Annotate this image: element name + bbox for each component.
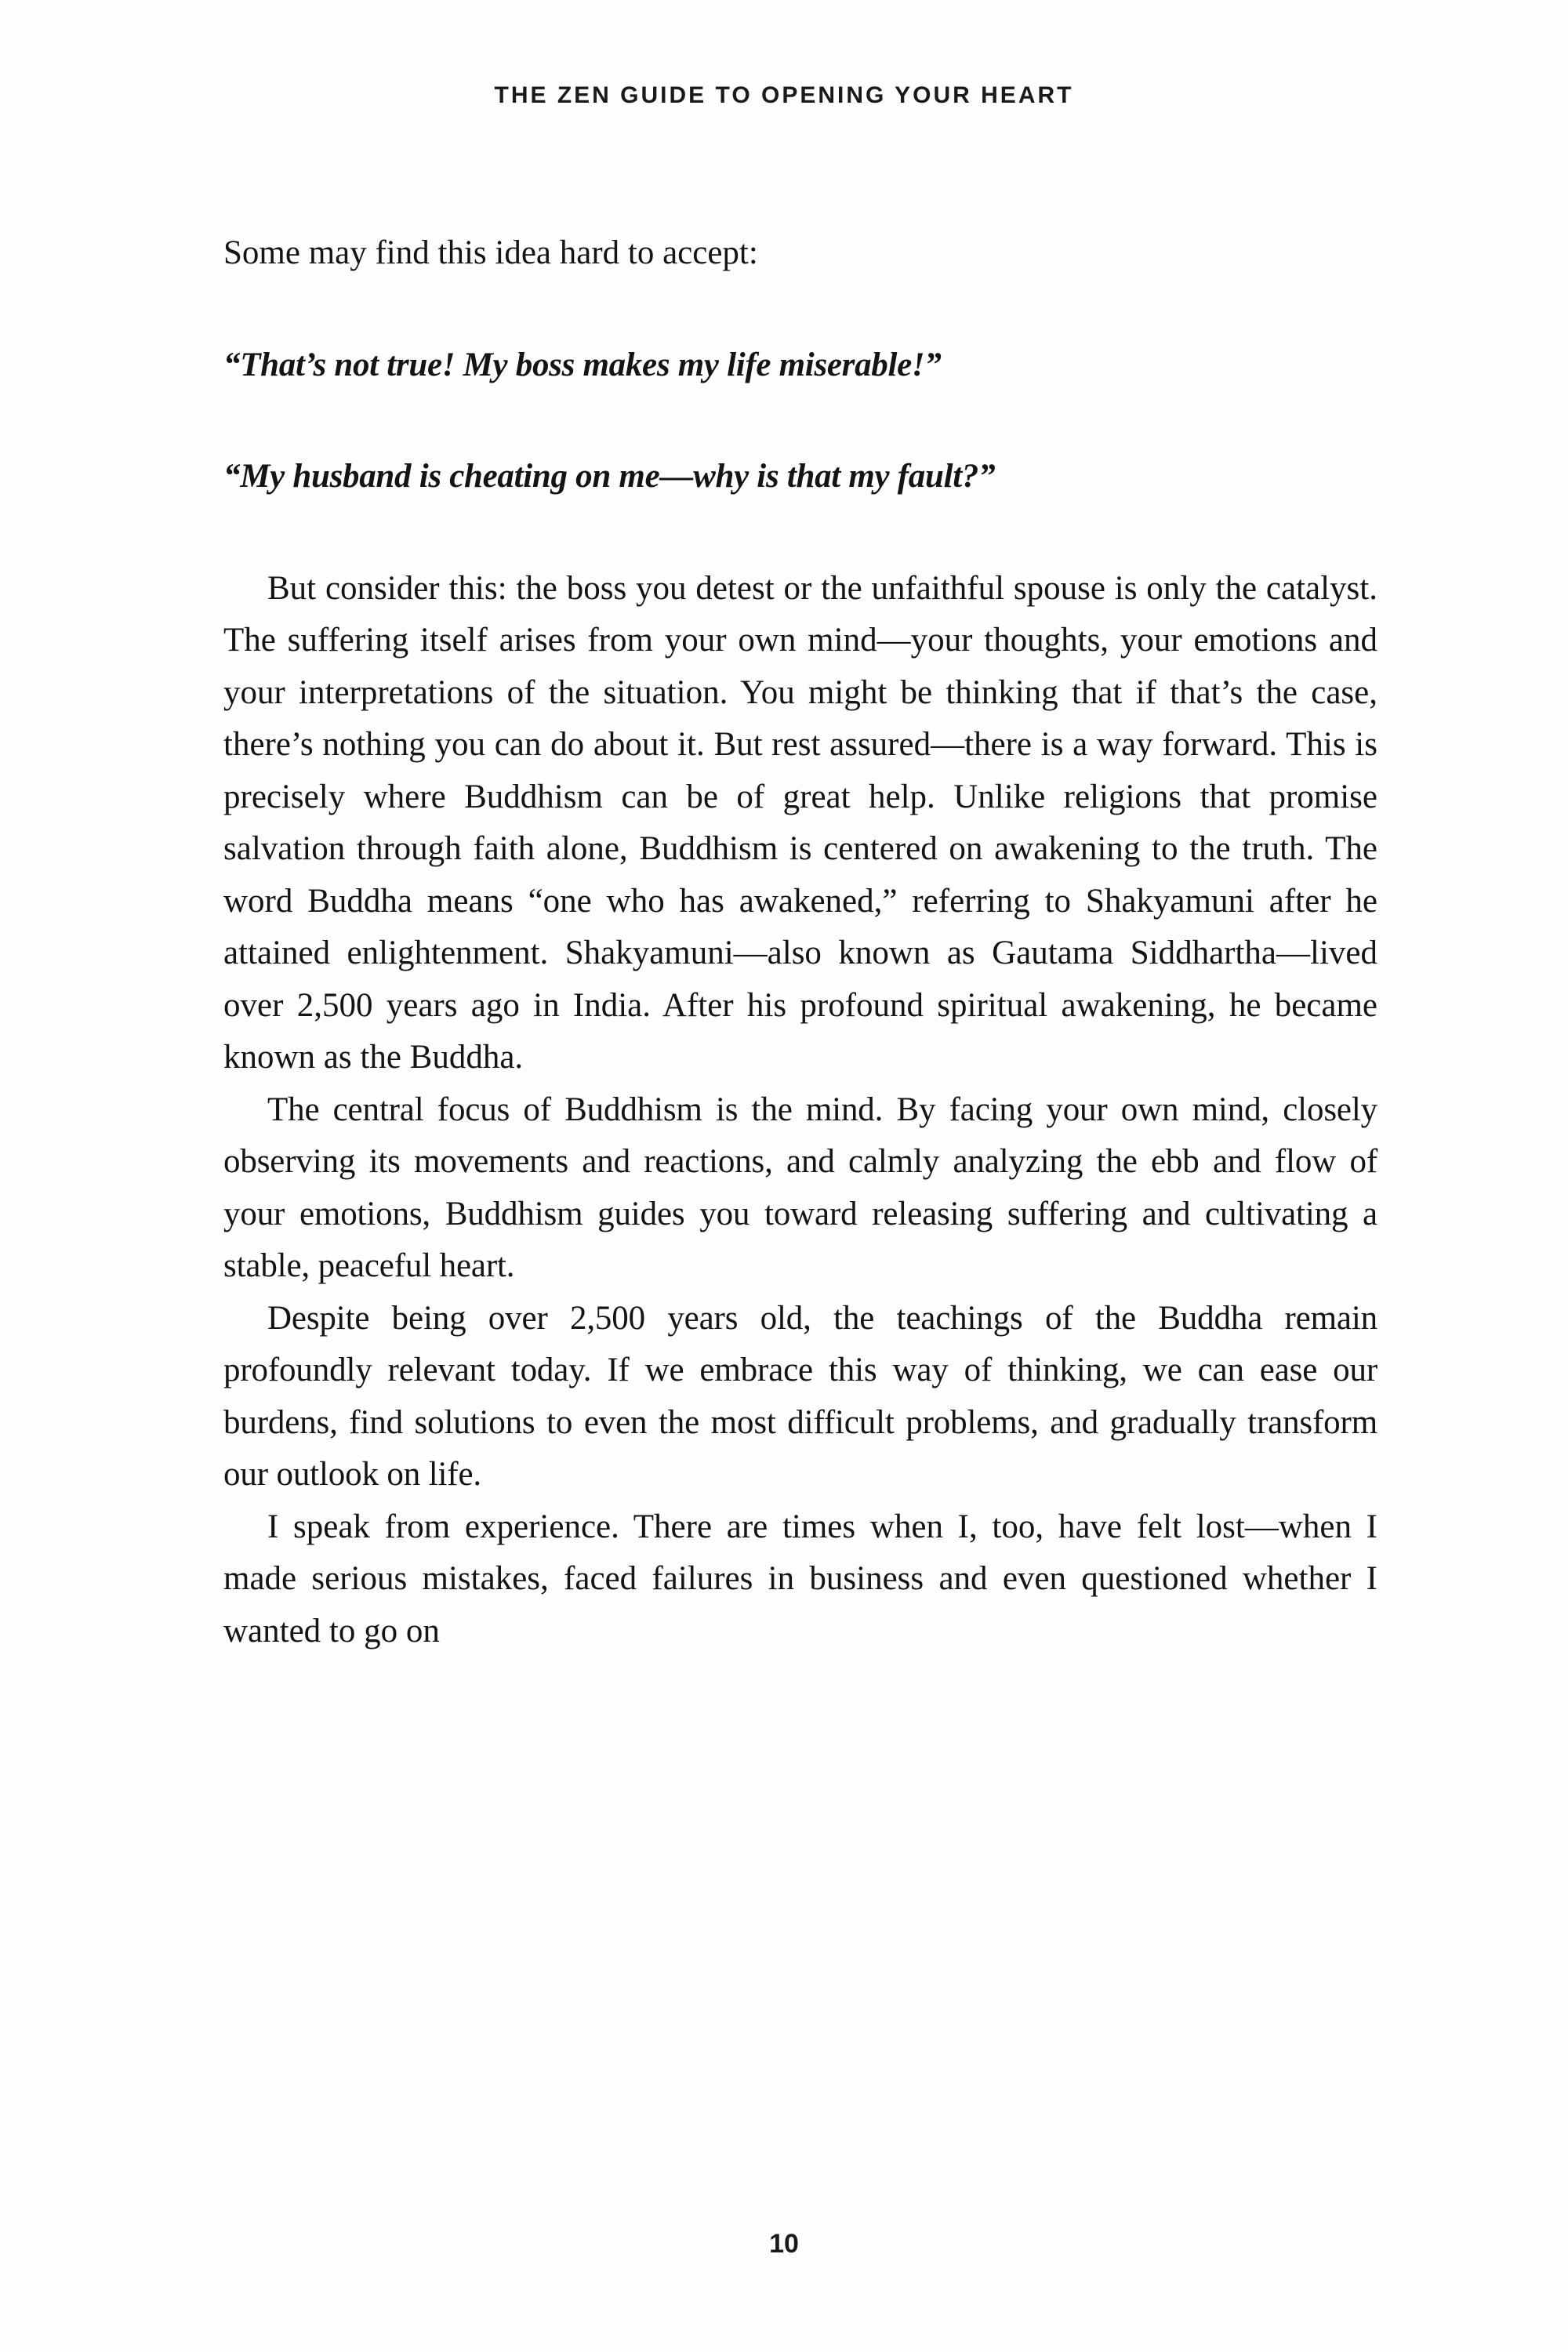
running-head: THE ZEN GUIDE TO OPENING YOUR HEART (494, 82, 1074, 108)
quote-line-husband: “My husband is cheating on me—why is that my fault?” (223, 458, 996, 495)
text-block (223, 227, 1377, 1657)
page-number: 10 (769, 2229, 799, 2259)
body-paragraph-1: But consider this: the boss you detest or the unfaithful spouse is only the catalyst. The suffering itself arises from your own mind—your thoughts, your emotions and your interpretations of the situation. You might be thinking that if that’s the case, there’s nothing you can do about it. But rest assured—there is a way forward. This is precisely where Buddhism can be of great help. Unlike religions that promise salvation through faith alone, Buddhism is centered on awakening to the truth. The word Buddha means “one who has awakened,” referring to Shakyamuni after he attained enlightenment. Shakyamuni—also known as Gautama Siddhartha—lived over 2,500 years ago in India. After his profound spiritual awakening, he became known as the Buddha. (223, 569, 1377, 1076)
body-paragraph-3: Despite being over 2,500 years old, the teachings of the Buddha remain profoundly relevant today. If we embrace this way of thinking, we can ease our burdens, find solutions to even the most difficult problems, and gradually transform our outlook on life. (223, 1299, 1377, 1493)
lead-in-paragraph: Some may find this idea hard to accept: (223, 234, 758, 271)
quote-line-boss: “That’s not true! My boss makes my life miserable!” (223, 346, 942, 383)
body-paragraph-2: The central focus of Buddhism is the mind. By facing your own mind, closely observing its movements and reactions, and calmly analyzing the ebb and flow of your emotions, Buddhism guides you toward releasing suffering and cultivating a stable, peaceful heart. (223, 1091, 1377, 1284)
body-paragraph-4: I speak from experience. There are times when I, too, have felt lost—when I made serious mistakes, faced failures in business and even questioned whether I wanted to go on (223, 1508, 1377, 1650)
